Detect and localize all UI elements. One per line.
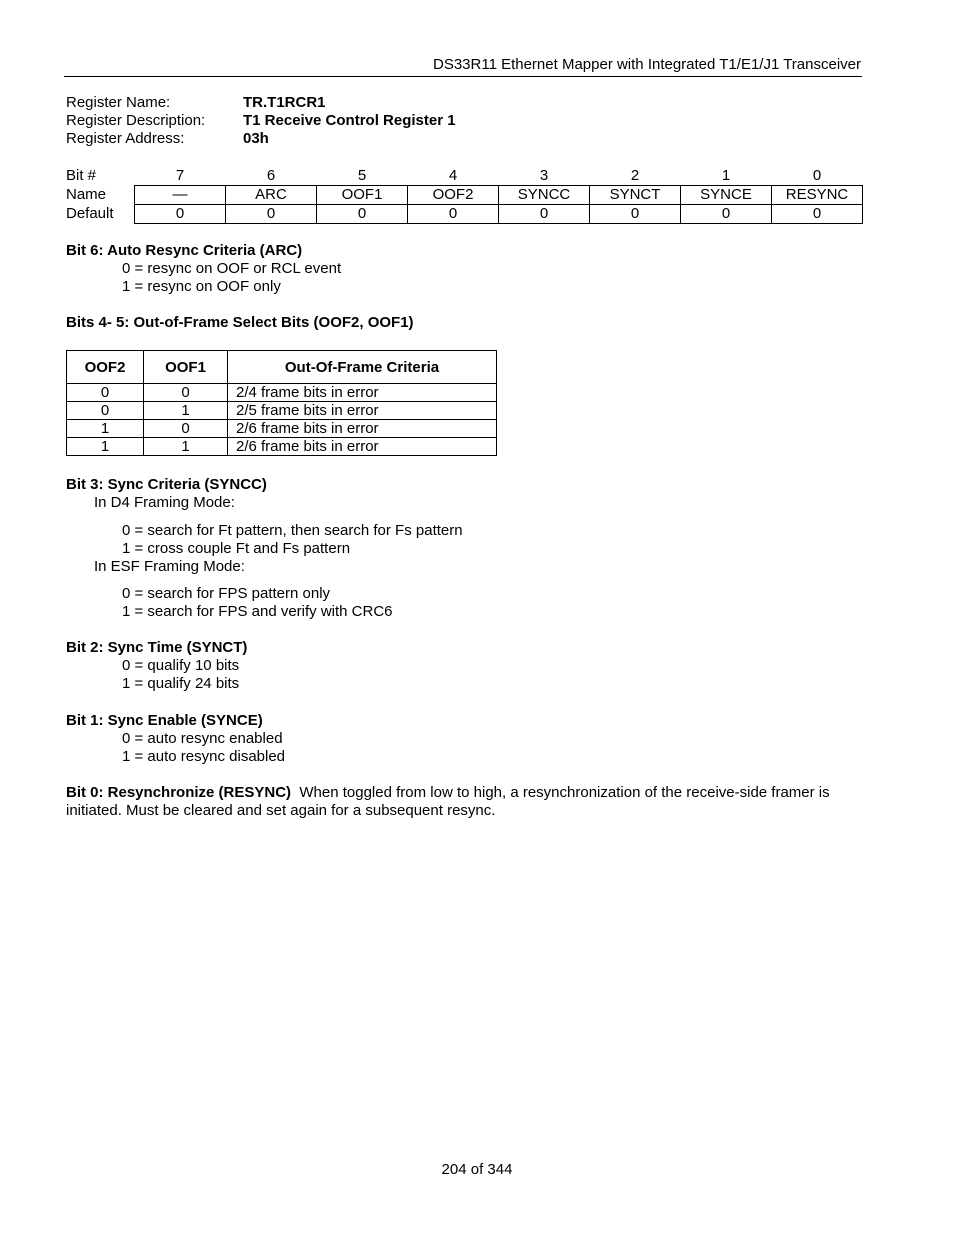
bit-name: ARC [226,186,317,205]
row-label-bit: Bit # [66,167,97,185]
criteria-cell: 2/5 frame bits in error [228,402,497,420]
oof1-cell: 1 [144,402,228,420]
table-row [67,420,497,438]
register-addr-value: 03h [243,130,269,147]
bit1-line: 1 = auto resync disabled [122,748,286,765]
bit-default: 0 [772,205,863,224]
bit6-line: 1 = resync on OOF only [122,278,281,295]
bit-name-row [66,186,863,205]
oof1-cell: 0 [144,384,228,402]
bit3-esf-mode: In ESF Framing Mode: [94,558,245,575]
criteria-cell: 2/6 frame bits in error [228,438,497,456]
bit3-heading: Bit 3: Sync Criteria (SYNCC) [66,476,267,493]
register-name-label: Register Name: [66,94,171,111]
bits45-heading: Bits 4- 5: Out-of-Frame Select Bits (OOF2, OOF1) [66,314,414,331]
bit3-d4-line: 1 = cross couple Ft and Fs pattern [122,540,351,557]
row-label-default: Default [66,205,114,222]
header-rule [64,76,862,77]
bit-number: 1 [721,167,731,184]
criteria-cell: 2/4 frame bits in error [228,384,497,402]
oof2-cell: 0 [67,384,144,402]
bit0-text: When toggled from low to high, a resynchronization of the receive-side framer is initiated. Must be cleared and set again for a subsequent resync. [66,784,830,819]
bit2-line: 0 = qualify 10 bits [122,657,240,674]
page-number: 204 of 344 [441,1161,513,1178]
bit-default: 0 [681,205,772,224]
oof-header: OOF1 [144,351,228,384]
register-desc-value: T1 Receive Control Register 1 [243,112,456,129]
bit3-d4-line: 0 = search for Ft pattern, then search for Fs pattern [122,522,463,539]
oof1-cell: 1 [144,438,228,456]
bit-name: SYNCE [681,186,772,205]
bit-default: 0 [408,205,499,224]
table-row [67,384,497,402]
bit-number: 6 [266,167,276,184]
register-desc-label: Register Description: [66,112,206,129]
bit-name: OOF2 [408,186,499,205]
bit-default: 0 [590,205,681,224]
bit-number: 7 [175,167,185,184]
register-addr-label: Register Address: [66,130,185,147]
bit-number: 4 [448,167,458,184]
bit2-heading: Bit 2: Sync Time (SYNCT) [66,639,248,656]
oof2-cell: 1 [67,438,144,456]
bit-name: — [135,186,226,205]
oof-header: OOF2 [67,351,144,384]
row-label-name: Name [66,186,107,203]
bit-number: 3 [539,167,549,184]
bit0-heading: Bit 0: Resynchronize (RESYNC) [66,784,292,801]
table-row [67,438,497,456]
bit1-heading: Bit 1: Sync Enable (SYNCE) [66,712,263,729]
bit6-heading: Bit 6: Auto Resync Criteria (ARC) [66,242,303,259]
bit-map-table [66,167,863,224]
oof-header: Out-Of-Frame Criteria [228,351,497,384]
table-row [67,402,497,420]
bit1-line: 0 = auto resync enabled [122,730,283,747]
bit-number: 5 [357,167,367,184]
oof2-cell: 0 [67,402,144,420]
bit-name: SYNCT [590,186,681,205]
bit-name: RESYNC [772,186,863,205]
register-info [66,94,456,148]
bit6-line: 0 = resync on OOF or RCL event [122,260,342,277]
bit-default: 0 [135,205,226,224]
bit-default-row [66,205,863,224]
bit-name: SYNCC [499,186,590,205]
bit3-esf-line: 1 = search for FPS and verify with CRC6 [122,603,393,620]
bit3-d4-mode: In D4 Framing Mode: [94,494,235,511]
running-header: DS33R11 Ethernet Mapper with Integrated T1/E1/J1 Transceiver [432,56,861,73]
oof1-cell: 0 [144,420,228,438]
bit3-esf-line: 0 = search for FPS pattern only [122,585,331,602]
criteria-cell: 2/6 frame bits in error [228,420,497,438]
bit0-paragraph [66,784,856,820]
oof2-cell: 1 [67,420,144,438]
oof-criteria-table [66,350,497,456]
bit2-line: 1 = qualify 24 bits [122,675,240,692]
bit-number: 0 [812,167,822,184]
bit-name: OOF1 [317,186,408,205]
bit-default: 0 [226,205,317,224]
bit-number: 2 [630,167,640,184]
bit-default: 0 [317,205,408,224]
bit-number-row [66,167,863,186]
bit-default: 0 [499,205,590,224]
register-name-value: TR.T1RCR1 [243,94,326,111]
